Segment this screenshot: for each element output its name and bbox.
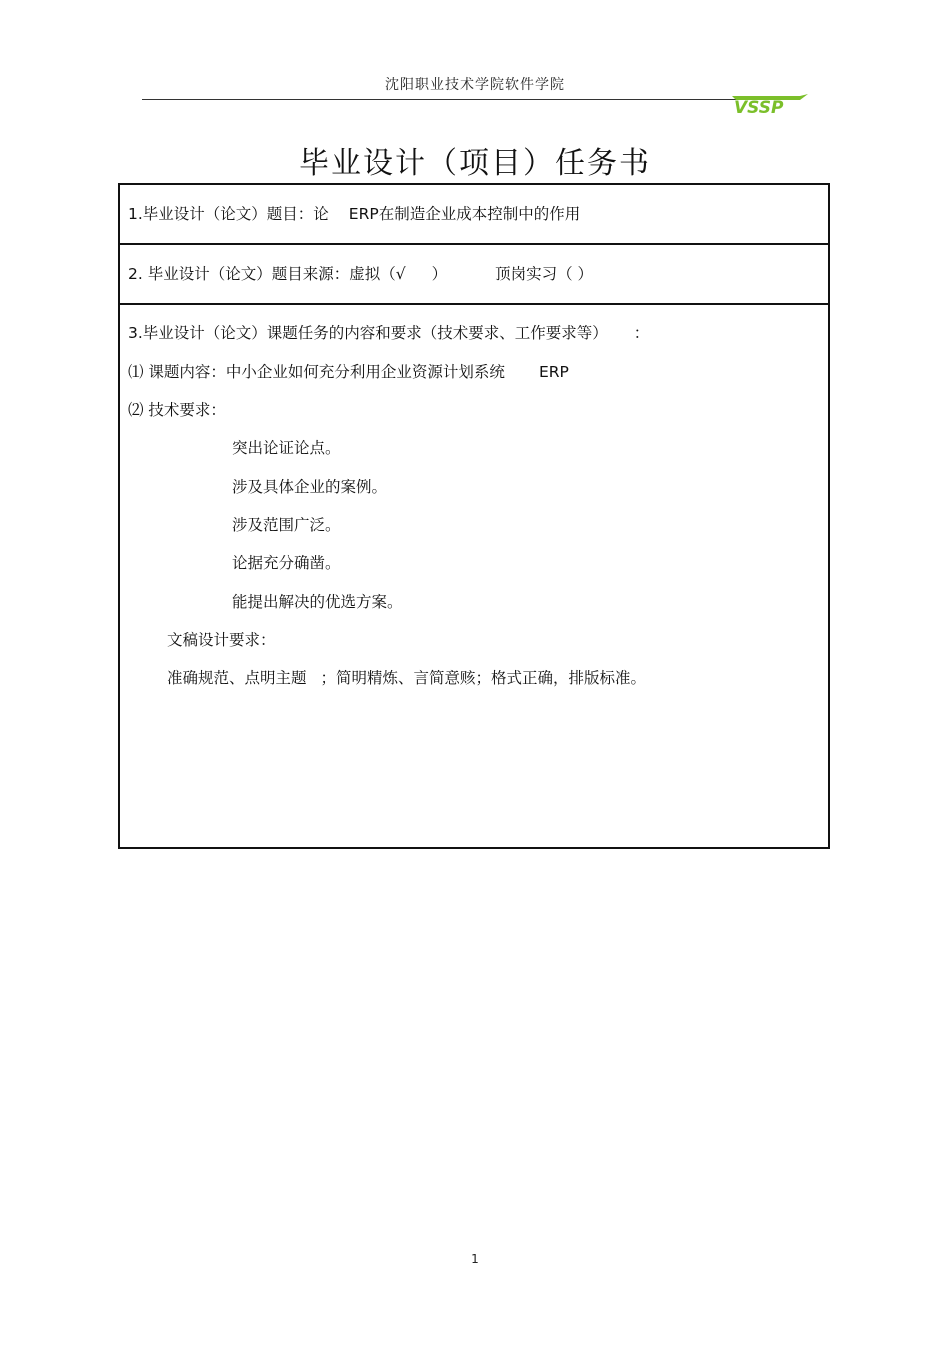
task-form-table xyxy=(118,183,830,849)
source-line xyxy=(128,262,593,284)
tech-requirements-label: ⑵ 技术要求： xyxy=(128,401,226,419)
form-row-requirements xyxy=(120,305,828,847)
content-label: ⑴ 课题内容：中小企业如何充分利用企业资源计划系统 xyxy=(128,363,505,381)
requirements-heading-line xyxy=(128,321,649,343)
source-option-internship: 顶岗实习（ ） xyxy=(495,265,594,283)
topic-value: ERP在制造企业成本控制中的作用 xyxy=(348,205,581,223)
manuscript-requirements-line xyxy=(167,666,646,688)
tech-item: 论据充分确凿。 xyxy=(232,554,341,572)
requirements-heading: 3.毕业设计（论文）课题任务的内容和要求（技术要求、工作要求等） xyxy=(128,324,608,342)
school-logo xyxy=(730,92,808,114)
tech-item: 涉及具体企业的案例。 xyxy=(232,478,388,496)
source-close-paren: ） xyxy=(431,265,448,283)
document-title: 毕业设计（项目）任务书 xyxy=(299,146,651,181)
content-line xyxy=(128,360,569,382)
topic-line xyxy=(128,202,580,224)
logo-text: VSSP xyxy=(734,98,784,114)
tech-item: 能提出解决的优选方案。 xyxy=(232,593,403,611)
content-value: ERP xyxy=(538,363,569,381)
source-label: 2. 毕业设计（论文）题目来源：虚拟（√ xyxy=(128,265,406,283)
manuscript-part1: 准确规范、点明主题 xyxy=(167,669,307,687)
topic-label: 1.毕业设计（论文）题目：论 xyxy=(128,205,329,223)
form-row-source xyxy=(120,245,828,305)
manuscript-label: 文稿设计要求： xyxy=(167,631,276,649)
header-rule xyxy=(142,99,738,100)
manuscript-part2: ；简明精炼、言简意赅；格式正确，排版标准。 xyxy=(320,669,647,687)
requirements-heading-colon: ： xyxy=(633,324,650,342)
school-name: 沈阳职业技术学院软件学院 xyxy=(385,77,565,93)
page-number: 1 xyxy=(471,1252,479,1266)
form-row-topic xyxy=(120,185,828,245)
tech-item: 突出论证论点。 xyxy=(232,439,341,457)
tech-item: 涉及范围广泛。 xyxy=(232,516,341,534)
